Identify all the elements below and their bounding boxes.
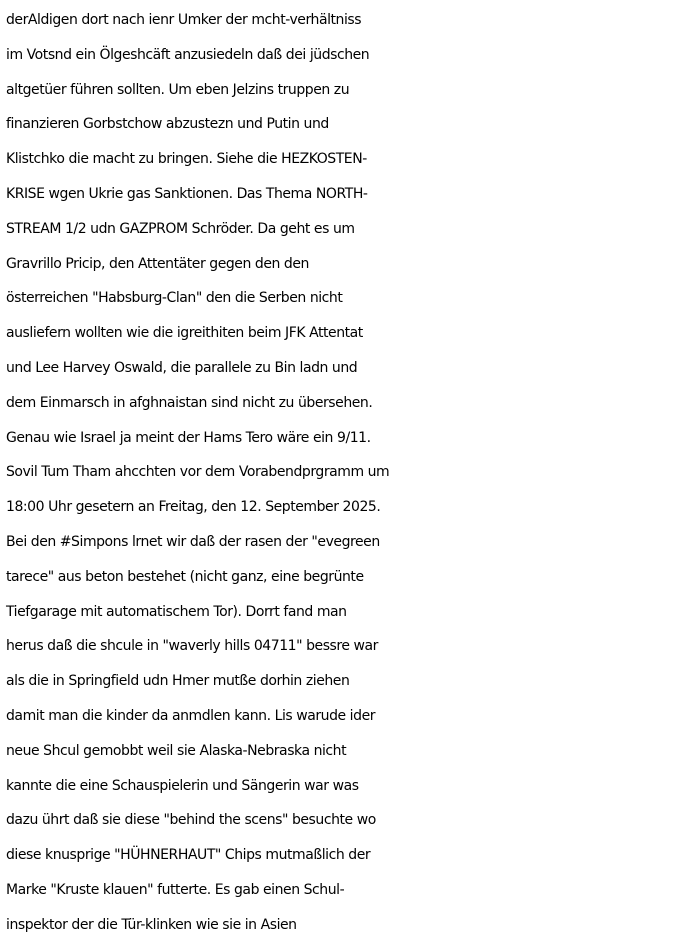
text-line: österreichen "Habsburg-Clan" den die Serben nicht [6,290,343,307]
text-line: finanzieren Gorbstchow abzustezn und Putin und [6,116,329,133]
text-line: STREAM 1/2 udn GAZPROM Schröder. Da geht es um [6,220,355,237]
text-line: im Votsnd ein Ölgeshcäft anzusiedeln daß dei jüdschen [6,46,370,63]
text-line: diese knusprige "HÜHNERHAUT" Chips mutmaßlich der [6,847,371,864]
text-line: dem Einmarsch in afghnaistan sind nicht zu übersehen. [6,394,373,411]
text-line: Tiefgarage mit automatischem Tor). Dorrt fand man [6,603,347,620]
text-line: als die in Springfield udn Hmer mutße dorhin ziehen [6,673,350,690]
text-line: und Lee Harvey Oswald, die parallele zu Bin ladn und [6,359,358,376]
text-line: derAldigen dort nach ienr Umker der mcht-verhältniss [6,12,362,28]
text-line: KRISE wgen Ukrie gas Sanktionen. Das Thema NORTH- [6,185,368,202]
text-line: Bei den #Simpons lrnet wir daß der rasen der "evegreen [6,533,380,550]
text-line: Klistchko die macht zu bringen. Siehe die HEZKOSTEN- [6,151,367,168]
text-line: damit man die kinder da anmdlen kann. Lis warude ider [6,707,376,724]
text-line: inspektor der die Tür-klinken wie sie in Asien [6,916,297,933]
text-line: kannte die eine Schauspielerin und Sängerin war was [6,777,359,794]
text-line: herus daß die shcule in "waverly hills 04711" bessre war [6,638,378,655]
text-line: tarece" aus beton bestehet (nicht ganz, eine begrünte [6,568,364,585]
document-body [6,3,682,943]
text-line: dazu ührt daß sie diese "behind the scens" besuchte wo [6,812,376,829]
text-line: altgetüer führen sollten. Um eben Jelzins truppen zu [6,81,350,98]
text-line: ausliefern wollten wie die igreithiten beim JFK Attentat [6,325,363,342]
text-line: neue Shcul gemobbt weil sie Alaska-Nebraska nicht [6,742,347,759]
text-line: 18:00 Uhr gesetern an Freitag, den 12. September 2025. [6,499,381,516]
text-line: Marke "Kruste klauen" futterte. Es gab einen Schul- [6,881,345,898]
text-line: Genau wie Israel ja meint der Hams Tero wäre ein 9/11. [6,429,371,446]
text-line: Gravrillo Pricip, den Attentäter gegen den den [6,255,309,272]
text-line: Sovil Tum Tham ahcchten vor dem Vorabendprgramm um [6,464,390,481]
